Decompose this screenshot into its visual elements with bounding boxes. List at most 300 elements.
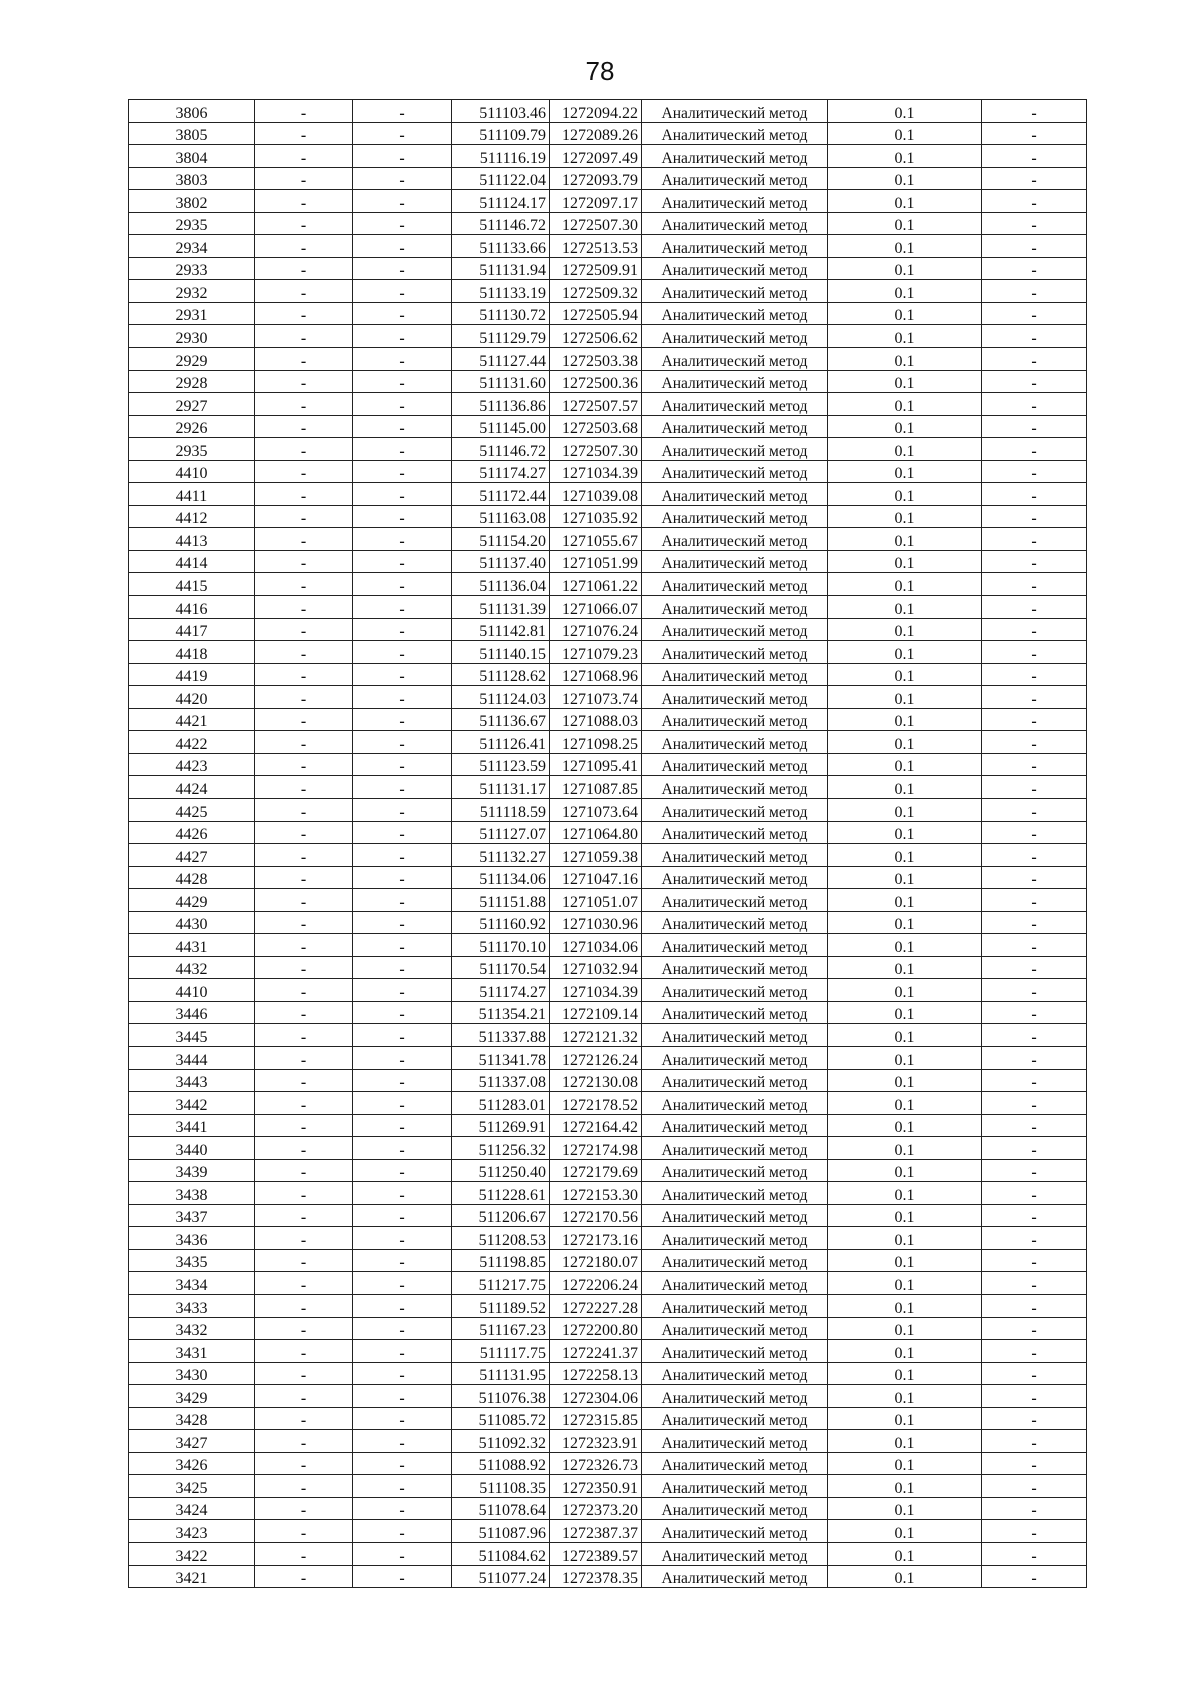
old-x-cell: - [255, 1430, 353, 1453]
point-number-cell: 3430 [129, 1362, 255, 1385]
old-x-cell: - [255, 1294, 353, 1317]
method-cell: Аналитический метод [642, 393, 828, 416]
description-cell: - [982, 280, 1087, 303]
x-coordinate-cell: 511145.00 [452, 415, 550, 438]
description-cell: - [982, 370, 1087, 393]
point-number-cell: 3428 [129, 1407, 255, 1430]
y-coordinate-cell: 1272170.56 [550, 1204, 642, 1227]
x-coordinate-cell: 511337.08 [452, 1069, 550, 1092]
description-cell: - [982, 708, 1087, 731]
point-number-cell: 4422 [129, 731, 255, 754]
method-cell: Аналитический метод [642, 1182, 828, 1205]
table-row [129, 1159, 1087, 1182]
old-y-cell: - [353, 393, 452, 416]
point-number-cell: 4432 [129, 956, 255, 979]
accuracy-cell: 0.1 [828, 370, 982, 393]
accuracy-cell: 0.1 [828, 257, 982, 280]
y-coordinate-cell: 1272503.68 [550, 415, 642, 438]
old-y-cell: - [353, 1340, 452, 1363]
table-row [129, 1430, 1087, 1453]
old-x-cell: - [255, 1565, 353, 1588]
old-x-cell: - [255, 212, 353, 235]
table-row [129, 1069, 1087, 1092]
table-row [129, 1272, 1087, 1295]
accuracy-cell: 0.1 [828, 1452, 982, 1475]
table-row [129, 596, 1087, 619]
x-coordinate-cell: 511137.40 [452, 550, 550, 573]
old-y-cell: - [353, 1249, 452, 1272]
accuracy-cell: 0.1 [828, 280, 982, 303]
point-number-cell: 2933 [129, 257, 255, 280]
accuracy-cell: 0.1 [828, 1249, 982, 1272]
description-cell: - [982, 1385, 1087, 1408]
old-x-cell: - [255, 731, 353, 754]
x-coordinate-cell: 511116.19 [452, 145, 550, 168]
point-number-cell: 2935 [129, 438, 255, 461]
method-cell: Аналитический метод [642, 1475, 828, 1498]
point-number-cell: 2932 [129, 280, 255, 303]
point-number-cell: 4426 [129, 821, 255, 844]
old-x-cell: - [255, 1249, 353, 1272]
old-x-cell: - [255, 1452, 353, 1475]
old-y-cell: - [353, 1069, 452, 1092]
table-row [129, 1294, 1087, 1317]
table-row [129, 1137, 1087, 1160]
accuracy-cell: 0.1 [828, 844, 982, 867]
method-cell: Аналитический метод [642, 1430, 828, 1453]
y-coordinate-cell: 1271087.85 [550, 776, 642, 799]
old-x-cell: - [255, 100, 353, 123]
point-number-cell: 4410 [129, 979, 255, 1002]
point-number-cell: 3422 [129, 1543, 255, 1566]
x-coordinate-cell: 511142.81 [452, 618, 550, 641]
accuracy-cell: 0.1 [828, 1182, 982, 1205]
x-coordinate-cell: 511341.78 [452, 1046, 550, 1069]
point-number-cell: 3444 [129, 1046, 255, 1069]
table-row [129, 1204, 1087, 1227]
method-cell: Аналитический метод [642, 866, 828, 889]
accuracy-cell: 0.1 [828, 596, 982, 619]
old-x-cell: - [255, 1227, 353, 1250]
old-y-cell: - [353, 1475, 452, 1498]
method-cell: Аналитический метод [642, 663, 828, 686]
point-number-cell: 3437 [129, 1204, 255, 1227]
method-cell: Аналитический метод [642, 979, 828, 1002]
method-cell: Аналитический метод [642, 280, 828, 303]
old-x-cell: - [255, 460, 353, 483]
point-number-cell: 4423 [129, 753, 255, 776]
x-coordinate-cell: 511131.60 [452, 370, 550, 393]
method-cell: Аналитический метод [642, 370, 828, 393]
accuracy-cell: 0.1 [828, 1204, 982, 1227]
point-number-cell: 2930 [129, 325, 255, 348]
x-coordinate-cell: 511076.38 [452, 1385, 550, 1408]
old-y-cell: - [353, 1272, 452, 1295]
point-number-cell: 4410 [129, 460, 255, 483]
x-coordinate-cell: 511174.27 [452, 979, 550, 1002]
table-row [129, 821, 1087, 844]
method-cell: Аналитический метод [642, 641, 828, 664]
accuracy-cell: 0.1 [828, 821, 982, 844]
method-cell: Аналитический метод [642, 1249, 828, 1272]
accuracy-cell: 0.1 [828, 1497, 982, 1520]
old-x-cell: - [255, 145, 353, 168]
method-cell: Аналитический метод [642, 844, 828, 867]
table-row [129, 122, 1087, 145]
point-number-cell: 4424 [129, 776, 255, 799]
method-cell: Аналитический метод [642, 1114, 828, 1137]
point-number-cell: 3423 [129, 1520, 255, 1543]
table-row [129, 325, 1087, 348]
description-cell: - [982, 212, 1087, 235]
y-coordinate-cell: 1272315.85 [550, 1407, 642, 1430]
y-coordinate-cell: 1272350.91 [550, 1475, 642, 1498]
old-y-cell: - [353, 708, 452, 731]
old-y-cell: - [353, 1227, 452, 1250]
old-y-cell: - [353, 325, 452, 348]
description-cell: - [982, 956, 1087, 979]
accuracy-cell: 0.1 [828, 348, 982, 371]
y-coordinate-cell: 1272121.32 [550, 1024, 642, 1047]
accuracy-cell: 0.1 [828, 1001, 982, 1024]
y-coordinate-cell: 1272507.30 [550, 438, 642, 461]
accuracy-cell: 0.1 [828, 393, 982, 416]
x-coordinate-cell: 511154.20 [452, 528, 550, 551]
old-y-cell: - [353, 1452, 452, 1475]
x-coordinate-cell: 511122.04 [452, 167, 550, 190]
method-cell: Аналитический метод [642, 348, 828, 371]
x-coordinate-cell: 511217.75 [452, 1272, 550, 1295]
description-cell: - [982, 1137, 1087, 1160]
x-coordinate-cell: 511131.95 [452, 1362, 550, 1385]
description-cell: - [982, 145, 1087, 168]
point-number-cell: 4425 [129, 798, 255, 821]
old-y-cell: - [353, 370, 452, 393]
accuracy-cell: 0.1 [828, 798, 982, 821]
y-coordinate-cell: 1272093.79 [550, 167, 642, 190]
accuracy-cell: 0.1 [828, 956, 982, 979]
x-coordinate-cell: 511167.23 [452, 1317, 550, 1340]
y-coordinate-cell: 1271055.67 [550, 528, 642, 551]
old-x-cell: - [255, 550, 353, 573]
description-cell: - [982, 460, 1087, 483]
table-row [129, 1114, 1087, 1137]
old-x-cell: - [255, 596, 353, 619]
y-coordinate-cell: 1271088.03 [550, 708, 642, 731]
description-cell: - [982, 1182, 1087, 1205]
old-y-cell: - [353, 348, 452, 371]
y-coordinate-cell: 1272200.80 [550, 1317, 642, 1340]
old-x-cell: - [255, 393, 353, 416]
point-number-cell: 4418 [129, 641, 255, 664]
y-coordinate-cell: 1272173.16 [550, 1227, 642, 1250]
accuracy-cell: 0.1 [828, 641, 982, 664]
y-coordinate-cell: 1272097.17 [550, 190, 642, 213]
x-coordinate-cell: 511133.66 [452, 235, 550, 258]
method-cell: Аналитический метод [642, 1272, 828, 1295]
accuracy-cell: 0.1 [828, 618, 982, 641]
accuracy-cell: 0.1 [828, 1272, 982, 1295]
method-cell: Аналитический метод [642, 1497, 828, 1520]
description-cell: - [982, 1114, 1087, 1137]
old-y-cell: - [353, 1159, 452, 1182]
old-y-cell: - [353, 1362, 452, 1385]
method-cell: Аналитический метод [642, 1340, 828, 1363]
description-cell: - [982, 889, 1087, 912]
point-number-cell: 2934 [129, 235, 255, 258]
description-cell: - [982, 1430, 1087, 1453]
table-body [129, 100, 1087, 1588]
table-row [129, 979, 1087, 1002]
description-cell: - [982, 393, 1087, 416]
description-cell: - [982, 550, 1087, 573]
accuracy-cell: 0.1 [828, 1227, 982, 1250]
accuracy-cell: 0.1 [828, 235, 982, 258]
old-y-cell: - [353, 1565, 452, 1588]
point-number-cell: 3804 [129, 145, 255, 168]
description-cell: - [982, 1407, 1087, 1430]
description-cell: - [982, 641, 1087, 664]
accuracy-cell: 0.1 [828, 776, 982, 799]
description-cell: - [982, 1204, 1087, 1227]
description-cell: - [982, 257, 1087, 280]
method-cell: Аналитический метод [642, 145, 828, 168]
y-coordinate-cell: 1272241.37 [550, 1340, 642, 1363]
description-cell: - [982, 122, 1087, 145]
point-number-cell: 3434 [129, 1272, 255, 1295]
old-y-cell: - [353, 1001, 452, 1024]
old-x-cell: - [255, 844, 353, 867]
point-number-cell: 4430 [129, 911, 255, 934]
x-coordinate-cell: 511131.39 [452, 596, 550, 619]
table-row [129, 415, 1087, 438]
y-coordinate-cell: 1272174.98 [550, 1137, 642, 1160]
method-cell: Аналитический метод [642, 257, 828, 280]
method-cell: Аналитический метод [642, 1407, 828, 1430]
old-x-cell: - [255, 663, 353, 686]
y-coordinate-cell: 1271061.22 [550, 573, 642, 596]
old-y-cell: - [353, 438, 452, 461]
y-coordinate-cell: 1271064.80 [550, 821, 642, 844]
old-y-cell: - [353, 911, 452, 934]
old-y-cell: - [353, 1430, 452, 1453]
description-cell: - [982, 686, 1087, 709]
method-cell: Аналитический метод [642, 1001, 828, 1024]
old-y-cell: - [353, 145, 452, 168]
x-coordinate-cell: 511146.72 [452, 438, 550, 461]
old-x-cell: - [255, 415, 353, 438]
table-row [129, 460, 1087, 483]
old-y-cell: - [353, 1024, 452, 1047]
table-row [129, 776, 1087, 799]
x-coordinate-cell: 511146.72 [452, 212, 550, 235]
old-y-cell: - [353, 1137, 452, 1160]
y-coordinate-cell: 1271030.96 [550, 911, 642, 934]
description-cell: - [982, 866, 1087, 889]
point-number-cell: 3802 [129, 190, 255, 213]
y-coordinate-cell: 1272509.32 [550, 280, 642, 303]
x-coordinate-cell: 511136.67 [452, 708, 550, 731]
point-number-cell: 3429 [129, 1385, 255, 1408]
x-coordinate-cell: 511129.79 [452, 325, 550, 348]
old-x-cell: - [255, 122, 353, 145]
table-row [129, 1565, 1087, 1588]
old-x-cell: - [255, 505, 353, 528]
method-cell: Аналитический метод [642, 1024, 828, 1047]
description-cell: - [982, 1520, 1087, 1543]
y-coordinate-cell: 1272109.14 [550, 1001, 642, 1024]
method-cell: Аналитический метод [642, 235, 828, 258]
y-coordinate-cell: 1272227.28 [550, 1294, 642, 1317]
old-x-cell: - [255, 325, 353, 348]
description-cell: - [982, 190, 1087, 213]
y-coordinate-cell: 1271059.38 [550, 844, 642, 867]
old-y-cell: - [353, 731, 452, 754]
y-coordinate-cell: 1272180.07 [550, 1249, 642, 1272]
accuracy-cell: 0.1 [828, 415, 982, 438]
description-cell: - [982, 1565, 1087, 1588]
old-y-cell: - [353, 1407, 452, 1430]
old-x-cell: - [255, 1069, 353, 1092]
accuracy-cell: 0.1 [828, 1430, 982, 1453]
method-cell: Аналитический метод [642, 618, 828, 641]
old-x-cell: - [255, 190, 353, 213]
old-y-cell: - [353, 956, 452, 979]
y-coordinate-cell: 1272153.30 [550, 1182, 642, 1205]
x-coordinate-cell: 511198.85 [452, 1249, 550, 1272]
old-y-cell: - [353, 753, 452, 776]
table-row [129, 505, 1087, 528]
method-cell: Аналитический метод [642, 550, 828, 573]
point-number-cell: 4431 [129, 934, 255, 957]
table-row [129, 731, 1087, 754]
old-y-cell: - [353, 1294, 452, 1317]
description-cell: - [982, 573, 1087, 596]
table-row [129, 1092, 1087, 1115]
accuracy-cell: 0.1 [828, 1024, 982, 1047]
x-coordinate-cell: 511140.15 [452, 641, 550, 664]
old-y-cell: - [353, 844, 452, 867]
old-y-cell: - [353, 1046, 452, 1069]
old-y-cell: - [353, 663, 452, 686]
y-coordinate-cell: 1272373.20 [550, 1497, 642, 1520]
table-row [129, 1543, 1087, 1566]
accuracy-cell: 0.1 [828, 528, 982, 551]
point-number-cell: 3806 [129, 100, 255, 123]
accuracy-cell: 0.1 [828, 663, 982, 686]
y-coordinate-cell: 1272326.73 [550, 1452, 642, 1475]
old-y-cell: - [353, 257, 452, 280]
old-x-cell: - [255, 257, 353, 280]
old-x-cell: - [255, 1204, 353, 1227]
old-x-cell: - [255, 1001, 353, 1024]
old-y-cell: - [353, 934, 452, 957]
method-cell: Аналитический метод [642, 731, 828, 754]
table-row [129, 235, 1087, 258]
table-row [129, 280, 1087, 303]
point-number-cell: 4413 [129, 528, 255, 551]
accuracy-cell: 0.1 [828, 1159, 982, 1182]
old-y-cell: - [353, 190, 452, 213]
method-cell: Аналитический метод [642, 122, 828, 145]
old-x-cell: - [255, 979, 353, 1002]
method-cell: Аналитический метод [642, 325, 828, 348]
description-cell: - [982, 934, 1087, 957]
old-y-cell: - [353, 415, 452, 438]
description-cell: - [982, 1001, 1087, 1024]
point-number-cell: 3440 [129, 1137, 255, 1160]
x-coordinate-cell: 511189.52 [452, 1294, 550, 1317]
description-cell: - [982, 1543, 1087, 1566]
old-x-cell: - [255, 1272, 353, 1295]
old-x-cell: - [255, 686, 353, 709]
old-y-cell: - [353, 505, 452, 528]
point-number-cell: 3445 [129, 1024, 255, 1047]
method-cell: Аналитический метод [642, 889, 828, 912]
description-cell: - [982, 1159, 1087, 1182]
table-row [129, 145, 1087, 168]
table-row [129, 1024, 1087, 1047]
old-y-cell: - [353, 776, 452, 799]
old-x-cell: - [255, 348, 353, 371]
method-cell: Аналитический метод [642, 776, 828, 799]
method-cell: Аналитический метод [642, 1385, 828, 1408]
x-coordinate-cell: 511269.91 [452, 1114, 550, 1137]
x-coordinate-cell: 511174.27 [452, 460, 550, 483]
old-x-cell: - [255, 889, 353, 912]
point-number-cell: 3435 [129, 1249, 255, 1272]
accuracy-cell: 0.1 [828, 212, 982, 235]
method-cell: Аналитический метод [642, 1543, 828, 1566]
y-coordinate-cell: 1271076.24 [550, 618, 642, 641]
description-cell: - [982, 596, 1087, 619]
old-x-cell: - [255, 618, 353, 641]
description-cell: - [982, 483, 1087, 506]
point-number-cell: 3439 [129, 1159, 255, 1182]
accuracy-cell: 0.1 [828, 889, 982, 912]
x-coordinate-cell: 511170.10 [452, 934, 550, 957]
page-number: 78 [585, 56, 615, 86]
description-cell: - [982, 415, 1087, 438]
method-cell: Аналитический метод [642, 1204, 828, 1227]
table-row [129, 1317, 1087, 1340]
accuracy-cell: 0.1 [828, 460, 982, 483]
old-x-cell: - [255, 438, 353, 461]
old-x-cell: - [255, 641, 353, 664]
method-cell: Аналитический метод [642, 686, 828, 709]
accuracy-cell: 0.1 [828, 708, 982, 731]
old-x-cell: - [255, 1182, 353, 1205]
old-y-cell: - [353, 1092, 452, 1115]
old-x-cell: - [255, 1407, 353, 1430]
old-y-cell: - [353, 618, 452, 641]
method-cell: Аналитический метод [642, 1565, 828, 1588]
y-coordinate-cell: 1272178.52 [550, 1092, 642, 1115]
old-y-cell: - [353, 1385, 452, 1408]
table-row [129, 393, 1087, 416]
table-row [129, 348, 1087, 371]
accuracy-cell: 0.1 [828, 1407, 982, 1430]
y-coordinate-cell: 1272507.57 [550, 393, 642, 416]
x-coordinate-cell: 511127.07 [452, 821, 550, 844]
point-number-cell: 4427 [129, 844, 255, 867]
table-row [129, 618, 1087, 641]
table-row [129, 483, 1087, 506]
description-cell: - [982, 979, 1087, 1002]
y-coordinate-cell: 1271047.16 [550, 866, 642, 889]
x-coordinate-cell: 511131.94 [452, 257, 550, 280]
old-x-cell: - [255, 1385, 353, 1408]
